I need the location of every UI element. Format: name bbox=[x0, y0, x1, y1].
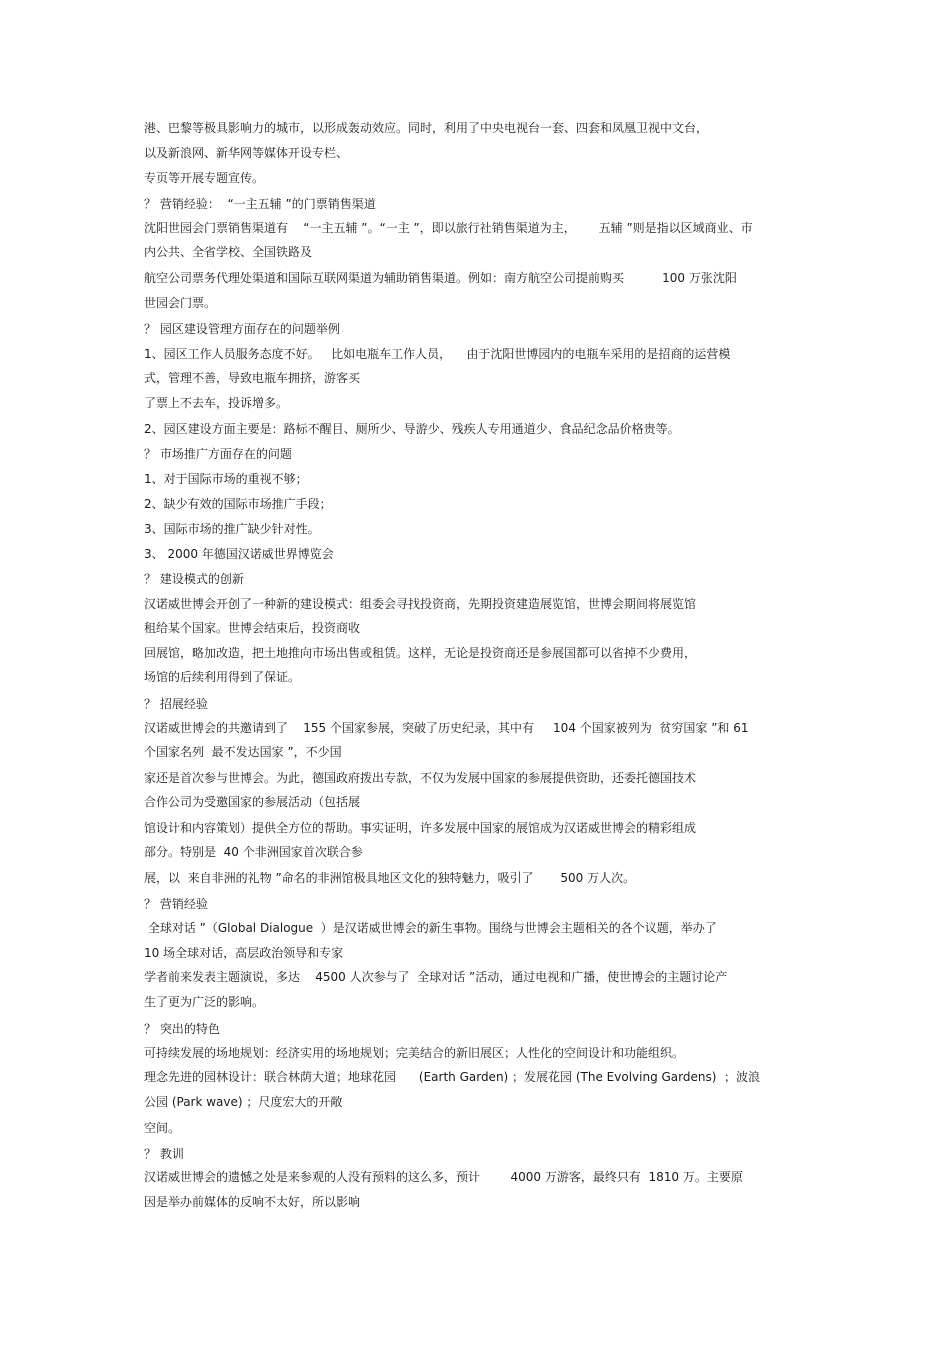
text-line: 沈阳世园会门票销售渠道有 “一主五辅 ”。“一主 ”，即以旅行社销售渠道为主， 五辅 ”则是指以区域商业、市 bbox=[144, 221, 753, 235]
section-heading: ？ 营销经验： “一主五辅 ”的门票销售渠道 bbox=[144, 197, 376, 211]
text-line: 个国家名列 最不发达国家 ”，不少国 bbox=[144, 745, 342, 759]
section-heading: ？ 教训 bbox=[144, 1147, 184, 1161]
text-line: 航空公司票务代理处渠道和国际互联网渠道为辅助销售渠道。例如：南方航空公司提前购买 100 万张沈阳 bbox=[144, 271, 737, 285]
text-line: 汉诺威世博会的遗憾之处是来参观的人没有预料的这么多，预计 4000 万游客，最终只有 1810 万。主要原 bbox=[144, 1170, 743, 1184]
text-line: 内公共、全省学校、全国铁路及 bbox=[144, 245, 313, 259]
text-line: 全球对话 ”（Global Dialogue ）是汉诺威世博会的新生事物。围绕与世博会主题相关的各个议题，举办了 bbox=[144, 921, 717, 935]
section-heading: ？ 招展经验 bbox=[144, 697, 208, 711]
text-line: 回展馆，略加改造，把土地推向市场出售或租赁。这样，无论是投资商还是参展国都可以省掉不少费用， bbox=[144, 646, 697, 660]
text-line: 合作公司为受邀国家的参展活动（包括展 bbox=[144, 795, 361, 809]
text-line: 生了更为广泛的影响。 bbox=[144, 995, 265, 1009]
list-item: 3、国际市场的推广缺少针对性。 bbox=[144, 522, 320, 536]
text-line: 学者前来发表主题演说，多达 4500 人次参与了 全球对话 ”活动，通过电视和广播，使世博会的主题讨论产 bbox=[144, 970, 728, 984]
text-line: 式，管理不善，导致电瓶车拥挤，游客买 bbox=[144, 371, 361, 385]
text-line: 馆设计和内容策划）提供全方位的帮助。事实证明，许多发展中国家的展馆成为汉诺威世博会的精彩组成 bbox=[144, 821, 697, 835]
section-title: 3、 2000 年德国汉诺威世界博览会 bbox=[144, 547, 334, 561]
text-line: 世园会门票。 bbox=[144, 296, 217, 310]
section-heading: ？ 市场推广方面存在的问题 bbox=[144, 447, 292, 461]
text-line: 2、园区建设方面主要是：路标不醒目、厕所少、导游少、残疾人专用通道少、食品纪念品价格贵等。 bbox=[144, 422, 680, 436]
section-heading: ？ 突出的特色 bbox=[144, 1022, 220, 1036]
text-line: 场馆的后续利用得到了保证。 bbox=[144, 670, 301, 684]
text-line: 租给某个国家。世博会结束后，投资商收 bbox=[144, 621, 361, 635]
text-line: 汉诺威世博会开创了一种新的建设模式：组委会寻找投资商，先期投资建造展览馆，世博会期间将展览馆 bbox=[144, 597, 697, 611]
section-heading: ？ 营销经验 bbox=[144, 897, 208, 911]
text-line: 专页等开展专题宣传。 bbox=[144, 171, 265, 185]
text-line: 港、巴黎等极具影响力的城市，以形成轰动效应。同时，利用了中央电视台一套、四套和凤凰卫视中文台， bbox=[144, 121, 709, 135]
text-line: 汉诺威世博会的共邀请到了 155 个国家参展，突破了历史纪录，其中有 104 个国家被列为 贫穷国家 ”和 61 bbox=[144, 721, 749, 735]
text-line: 部分。特别是 40 个非洲国家首次联合参 bbox=[144, 845, 363, 859]
text-line: 公园 (Park wave) ；尺度宏大的开敞 bbox=[144, 1095, 343, 1109]
text-line: 以及新浪网、新华网等媒体开设专栏、 bbox=[144, 146, 349, 160]
text-line: 空间。 bbox=[144, 1121, 181, 1135]
section-heading: ？ 建设模式的创新 bbox=[144, 572, 244, 586]
text-line: 因是举办前媒体的反响不太好，所以影响 bbox=[144, 1195, 361, 1209]
list-item: 1、对于国际市场的重视不够； bbox=[144, 472, 308, 486]
text-line: 理念先进的园林设计：联合林荫大道；地球花园 (Earth Garden) ；发展花园 (The Evolving Gardens) ；波浪 bbox=[144, 1070, 761, 1084]
text-line: 展，以 来自非洲的礼物 ”命名的非洲馆极具地区文化的独特魅力，吸引了 500 万人次。 bbox=[144, 871, 636, 885]
text-line: 1、园区工作人员服务态度不好。 比如电瓶车工作人员， 由于沈阳世博园内的电瓶车采用的是招商的运营模 bbox=[144, 347, 731, 361]
text-line: 了票上不去车，投诉增多。 bbox=[144, 396, 289, 410]
text-line: 家还是首次参与世博会。为此，德国政府拨出专款，不仅为发展中国家的参展提供资助，还委托德国技术 bbox=[144, 771, 697, 785]
text-line: 10 场全球对话，高层政治领导和专家 bbox=[144, 946, 344, 960]
list-item: 2、缺少有效的国际市场推广手段； bbox=[144, 497, 332, 511]
text-line: 可持续发展的场地规划：经济实用的场地规划；完美结合的新旧展区；人性化的空间设计和功能组织。 bbox=[144, 1046, 685, 1060]
section-heading: ？ 园区建设管理方面存在的问题举例 bbox=[144, 322, 340, 336]
